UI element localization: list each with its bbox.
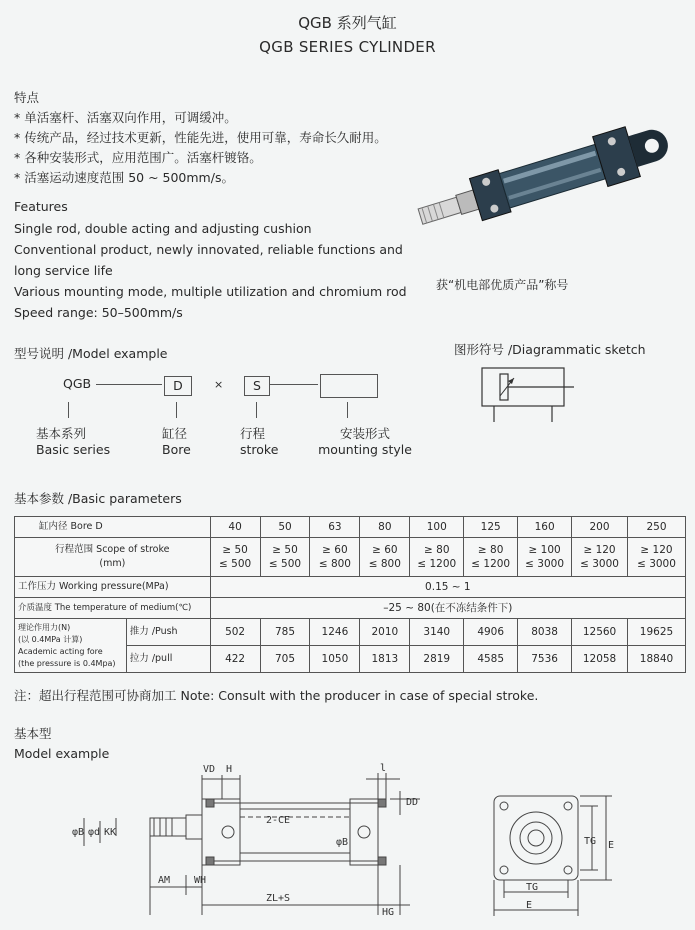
- dim-label-zls: ZL+S: [266, 893, 291, 904]
- diagrammatic-sketch: [470, 360, 610, 430]
- features-en-list: [14, 218, 407, 323]
- features-en-item: long service life: [14, 263, 113, 278]
- bore-cell: 50: [260, 517, 310, 538]
- special-stroke-note: 注：超出行程范围可协商加工 Note: Consult with the producer in case of special stroke.: [14, 688, 539, 703]
- table-row-bore: [15, 517, 686, 538]
- dim-label-h: H: [226, 764, 233, 775]
- features-cn-item: * 活塞运动速度范围 50 ~ 500mm/s。: [14, 170, 234, 185]
- table-row-pressure: [15, 577, 686, 598]
- label-en: stroke: [240, 442, 279, 457]
- label-stroke: [240, 424, 278, 457]
- stroke-cell: [464, 538, 518, 577]
- push-cell: 12560: [572, 619, 628, 646]
- basic-parameters-table: [14, 516, 686, 673]
- table-row-push: [15, 619, 686, 646]
- model-times-sign: ×: [214, 378, 224, 391]
- model-box-mounting: [320, 374, 378, 398]
- stroke-min: ≥ 100: [528, 544, 561, 556]
- dim-label-e: E: [608, 840, 615, 851]
- features-en-heading: Features: [14, 199, 68, 214]
- dim-label-hg: HG: [382, 907, 395, 918]
- label-basic-series: [36, 424, 116, 457]
- stroke-label: [15, 538, 211, 577]
- features-cn-item: * 各种安装形式，应用范围广。活塞杆镀铬。: [14, 150, 262, 165]
- stroke-min: ≥ 50: [222, 544, 248, 556]
- bore-cell: 40: [210, 517, 260, 538]
- stroke-cell: [518, 538, 572, 577]
- label-cn: 行程: [240, 426, 266, 441]
- bore-cell: 80: [360, 517, 410, 538]
- dim-label-dd: DD: [406, 797, 419, 808]
- stroke-cell: [260, 538, 310, 577]
- label-cn: 安装形式: [339, 426, 390, 441]
- dim-label-phi-b2: φB: [336, 837, 349, 848]
- features-cn-heading: 特点: [14, 90, 40, 105]
- cylinder-product-image: [395, 120, 685, 240]
- stroke-cell: [360, 538, 410, 577]
- table-row-temperature: [15, 598, 686, 619]
- force-label-line: 理论作用力(N): [18, 622, 71, 632]
- dim-label-tg2: TG: [526, 882, 539, 893]
- push-cell: 3140: [410, 619, 464, 646]
- push-cell: 4906: [464, 619, 518, 646]
- push-cell: 19625: [628, 619, 686, 646]
- model-tick: [347, 402, 348, 418]
- stroke-min: ≥ 80: [477, 544, 504, 556]
- stroke-max: ≤ 3000: [580, 558, 619, 570]
- label-en: Bore: [162, 442, 191, 457]
- label-en: mounting style: [318, 442, 412, 457]
- bore-cell: 160: [518, 517, 572, 538]
- stroke-label-line: 行程范围 Scope of stroke: [55, 544, 170, 555]
- pull-label: 拉力 /pull: [126, 646, 210, 673]
- pressure-label: 工作压力 Working pressure(MPa): [15, 577, 211, 598]
- stroke-max: ≤ 1200: [471, 558, 511, 570]
- force-label: [15, 619, 127, 673]
- end-view-drawing: [480, 780, 630, 926]
- stroke-cell: [628, 538, 686, 577]
- push-label: 推力 /Push: [126, 619, 210, 646]
- page-title-cn: QGB 系列气缸: [298, 14, 397, 32]
- side-view-drawing: [70, 755, 430, 925]
- label-bore: [162, 424, 191, 457]
- basic-type-heading-cn: 基本型: [14, 726, 52, 741]
- dim-label-wh: WH: [194, 875, 207, 886]
- bore-cell: 250: [628, 517, 686, 538]
- push-cell: 502: [210, 619, 260, 646]
- stroke-min: ≥ 60: [322, 544, 348, 556]
- stroke-max: ≤ 800: [368, 558, 401, 570]
- basic-type-heading-en: Model example: [14, 746, 110, 761]
- stroke-max: ≤ 3000: [637, 558, 676, 570]
- stroke-min: ≥ 80: [424, 544, 450, 556]
- label-cn: 基本系列: [36, 426, 87, 441]
- model-box-bore: D: [164, 376, 192, 396]
- pull-cell: 18840: [628, 646, 686, 673]
- features-cn-item: * 单活塞杆、活塞双向作用，可调缓冲。: [14, 110, 237, 125]
- stroke-cell: [210, 538, 260, 577]
- push-cell: 785: [260, 619, 310, 646]
- pull-cell: 1813: [360, 646, 410, 673]
- force-label-line: Academic acting fore: [18, 646, 103, 656]
- stroke-max: ≤ 500: [268, 558, 302, 570]
- features-en-item: Speed range: 50–500mm/s: [14, 305, 183, 320]
- bore-cell: 125: [464, 517, 518, 538]
- label-en: Basic series: [36, 442, 111, 457]
- table-row-stroke: [15, 538, 686, 577]
- label-mounting-style: [318, 424, 412, 457]
- stroke-cell: [410, 538, 464, 577]
- label-cn: 缸径: [162, 426, 188, 441]
- features-cn-list: [14, 108, 387, 188]
- page-title-en: QGB SERIES CYLINDER: [259, 38, 436, 56]
- temperature-value: –25 ~ 80(在不冻结条件下): [210, 598, 685, 619]
- pull-cell: 2819: [410, 646, 464, 673]
- push-cell: 2010: [360, 619, 410, 646]
- bore-cell: 100: [410, 517, 464, 538]
- pull-cell: 1050: [310, 646, 360, 673]
- stroke-cell: [572, 538, 628, 577]
- dim-label-tg: TG: [584, 836, 597, 847]
- dim-label-ce: 2-CE: [266, 815, 291, 826]
- dim-label-e2: E: [526, 900, 533, 911]
- pull-cell: 12058: [572, 646, 628, 673]
- pull-cell: 422: [210, 646, 260, 673]
- model-example-heading: 型号说明 /Model example: [14, 346, 168, 361]
- model-tick: [256, 402, 257, 418]
- features-en-item: Conventional product, newly innovated, reliable functions and: [14, 242, 403, 257]
- model-connector-line: [270, 384, 318, 385]
- award-caption: 获“机电部优质产品”称号: [436, 278, 569, 292]
- features-cn-item: * 传统产品，经过技术更新，性能先进，使用可靠，寿命长久耐用。: [14, 130, 387, 145]
- pull-cell: 7536: [518, 646, 572, 673]
- temperature-label: 介质温度 The temperature of medium(℃): [15, 598, 211, 619]
- stroke-min: ≥ 120: [640, 544, 673, 556]
- bore-label: 缸内径 Bore D: [15, 517, 211, 538]
- bore-cell: 200: [572, 517, 628, 538]
- stroke-cell: [310, 538, 360, 577]
- model-tick: [176, 402, 177, 418]
- diagram-heading: 图形符号 /Diagrammatic sketch: [454, 342, 646, 357]
- stroke-max: ≤ 800: [318, 558, 351, 570]
- stroke-min: ≥ 50: [272, 544, 298, 556]
- model-connector-line: [96, 384, 162, 385]
- stroke-max: ≤ 500: [219, 558, 252, 570]
- force-label-line: (以 0.4MPa 计算): [18, 634, 83, 644]
- push-cell: 8038: [518, 619, 572, 646]
- dim-label-l: l: [380, 763, 387, 774]
- pressure-value: 0.15 ~ 1: [210, 577, 685, 598]
- dim-label-kk: KK: [104, 827, 117, 838]
- pull-cell: 705: [260, 646, 310, 673]
- features-en-item: Single rod, double acting and adjusting cushion: [14, 221, 312, 236]
- push-cell: 1246: [310, 619, 360, 646]
- dim-label-am: AM: [158, 875, 171, 886]
- stroke-min: ≥ 60: [372, 544, 398, 556]
- piston-rod: [150, 818, 186, 836]
- model-tick: [68, 402, 69, 418]
- bore-cell: 63: [310, 517, 360, 538]
- features-en-item: Various mounting mode, multiple utilization and chromium rod: [14, 284, 407, 299]
- stroke-label-line: (mm): [99, 558, 126, 569]
- model-box-stroke: S: [244, 376, 270, 396]
- basic-params-heading: 基本参数 /Basic parameters: [14, 491, 182, 506]
- pull-cell: 4585: [464, 646, 518, 673]
- stroke-max: ≤ 3000: [525, 558, 565, 570]
- dim-label-vd: VD: [203, 764, 216, 775]
- dim-label-phi-b: φB: [72, 827, 85, 838]
- stroke-min: ≥ 120: [583, 544, 616, 556]
- force-label-line: (the pressure is 0.4Mpa): [18, 658, 116, 668]
- stroke-max: ≤ 1200: [417, 558, 457, 570]
- dim-label-phi-d: φd: [88, 827, 101, 838]
- model-code-qgb: QGB: [63, 376, 92, 391]
